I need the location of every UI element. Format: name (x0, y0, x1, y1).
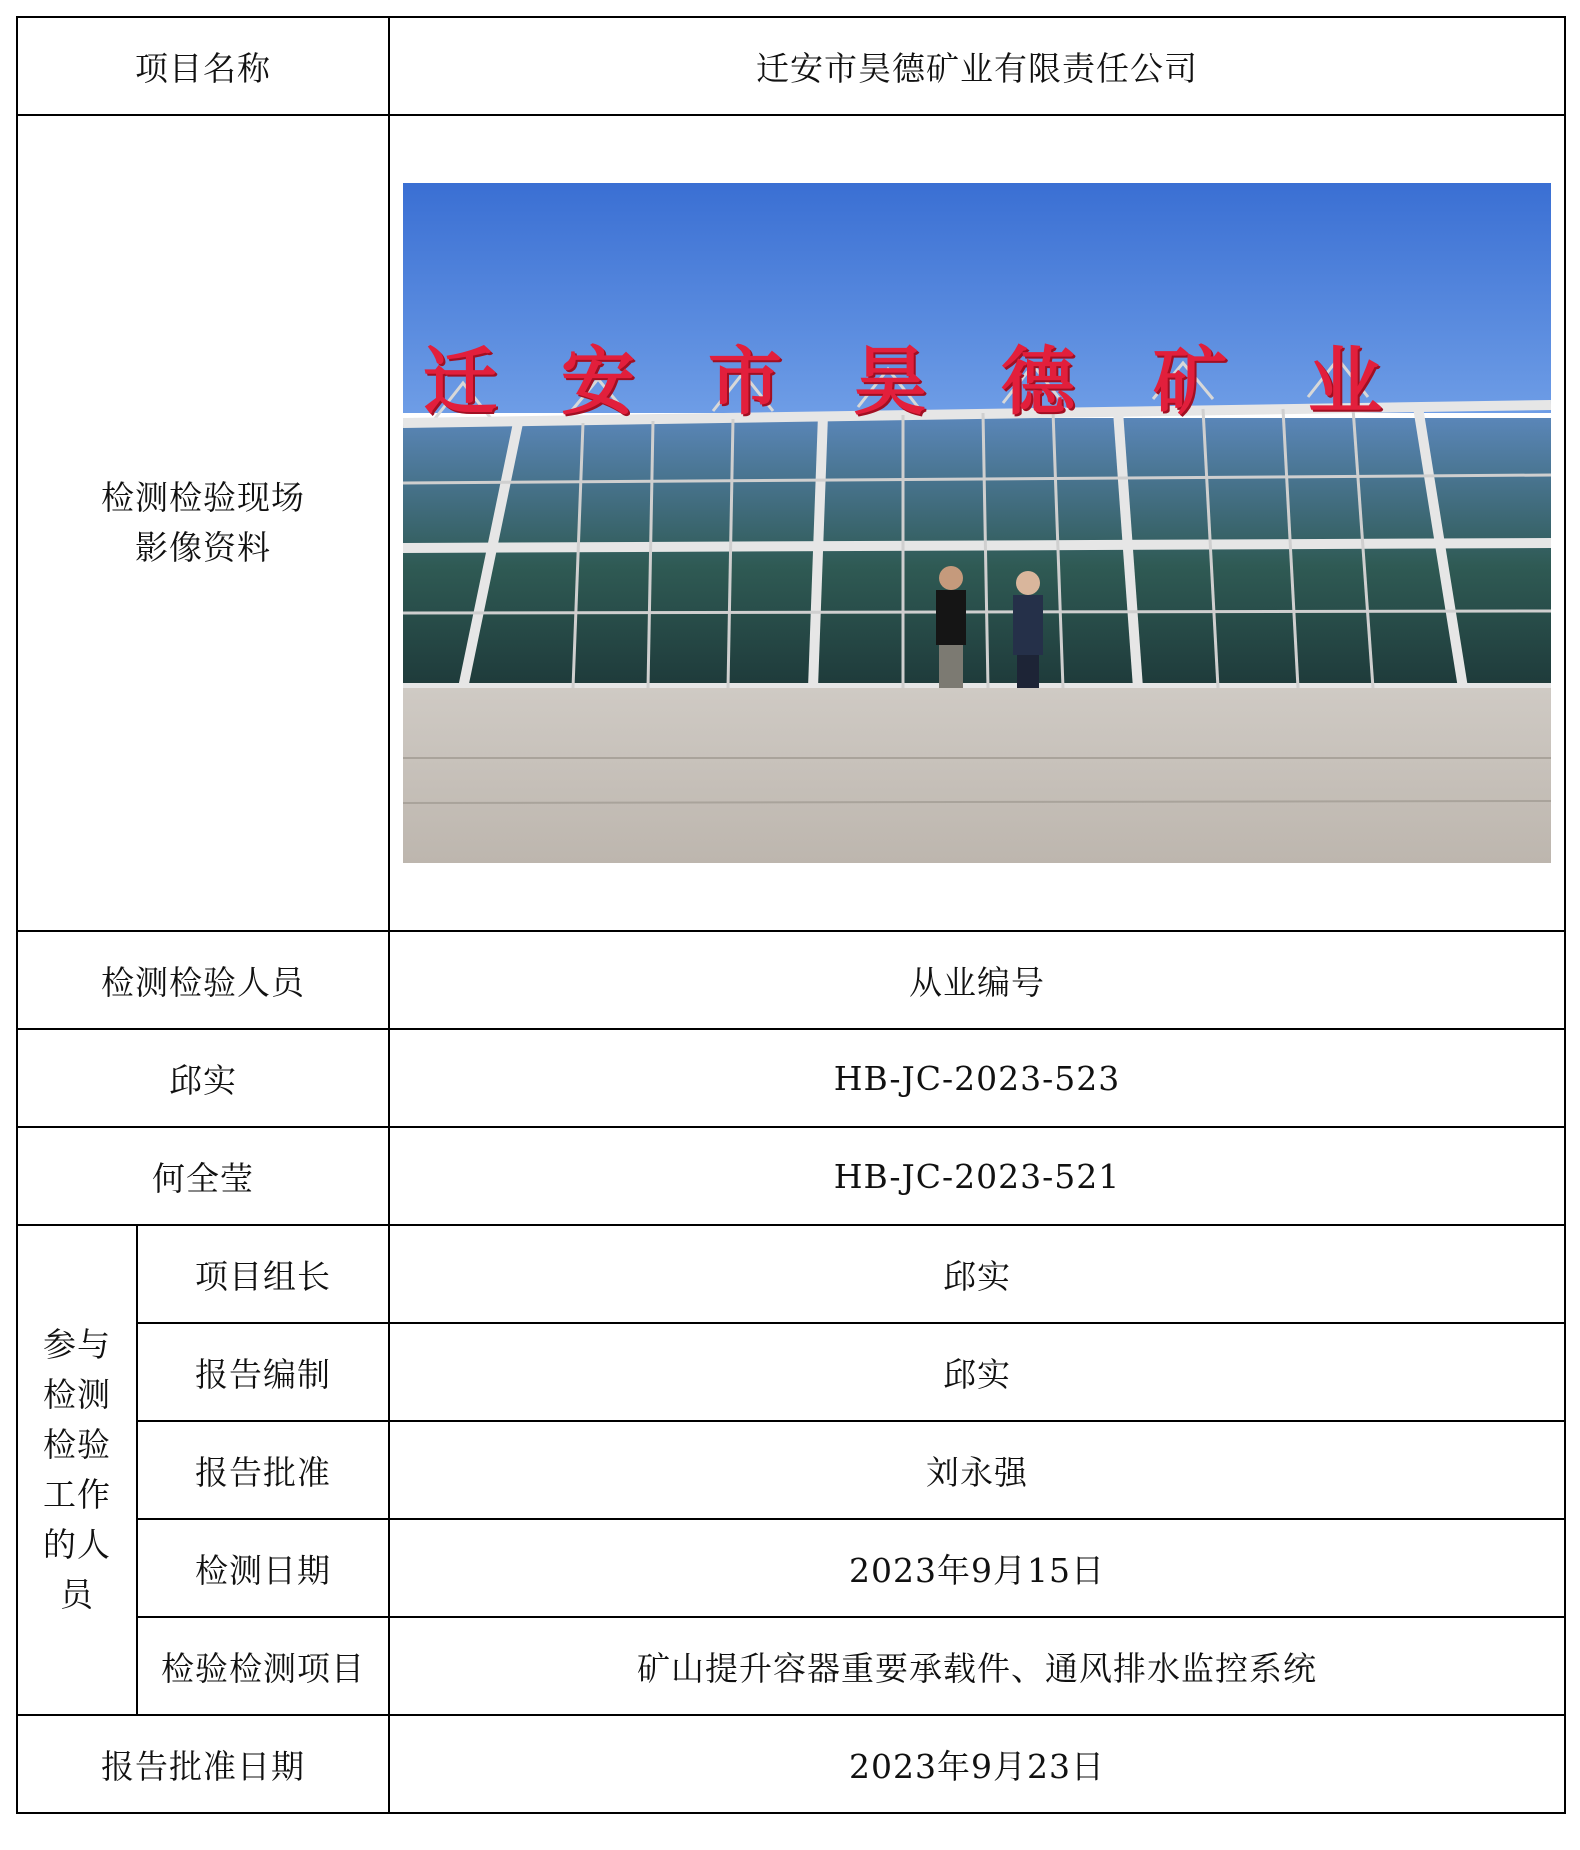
row-participant-3 (17, 1421, 1565, 1519)
participant-role: 报告编制 (137, 1323, 389, 1421)
project-name-value: 迁安市昊德矿业有限责任公司 (389, 17, 1565, 115)
sign-char-5: 德 (1001, 339, 1075, 425)
inspection-record-table (16, 16, 1566, 1814)
participants-group-label (17, 1225, 137, 1715)
site-photo-label-line2: 影像资料 (135, 528, 271, 567)
ground (403, 688, 1551, 863)
sign-char-7: 业 (1308, 339, 1382, 425)
row-inspector-2 (17, 1127, 1565, 1225)
inspector-1-cert: HB-JC-2023-523 (389, 1029, 1565, 1127)
site-photo-label (17, 115, 389, 931)
approval-date-label: 报告批准日期 (17, 1715, 389, 1813)
participant-role: 检验检测项目 (137, 1617, 389, 1715)
row-participant-4 (17, 1519, 1565, 1617)
row-participant-1 (17, 1225, 1565, 1323)
sign-char-2: 安 (561, 339, 635, 425)
site-photo (403, 183, 1551, 863)
sign-char-3: 市 (708, 339, 782, 425)
cert-number-label: 从业编号 (389, 931, 1565, 1029)
participant-name: 邱实 (389, 1225, 1565, 1323)
sign-lettering (403, 323, 1551, 423)
participant-role: 项目组长 (137, 1225, 389, 1323)
participants-group-line-1: 参与 (43, 1325, 111, 1364)
row-inspector-1 (17, 1029, 1565, 1127)
approval-date-value: 2023年9月23日 (389, 1715, 1565, 1813)
inspector-2-cert: HB-JC-2023-521 (389, 1127, 1565, 1225)
site-photo-cell (389, 115, 1565, 931)
participants-group-line-4: 工作 (43, 1475, 111, 1514)
participant-role: 报告批准 (137, 1421, 389, 1519)
row-approval-date (17, 1715, 1565, 1813)
row-participant-5 (17, 1617, 1565, 1715)
inspectors-label: 检测检验人员 (17, 931, 389, 1029)
participants-group-line-5: 的人 (43, 1525, 111, 1564)
participant-name: 矿山提升容器重要承载件、通风排水监控系统 (389, 1617, 1565, 1715)
inspector-1-name: 邱实 (17, 1029, 389, 1127)
participant-name: 2023年9月15日 (389, 1519, 1565, 1617)
inspector-2-name: 何全莹 (17, 1127, 389, 1225)
participant-name: 邱实 (389, 1323, 1565, 1421)
participant-role: 检测日期 (137, 1519, 389, 1617)
row-participant-2 (17, 1323, 1565, 1421)
participant-name: 刘永强 (389, 1421, 1565, 1519)
row-project-name (17, 17, 1565, 115)
participants-group-line-2: 检测 (43, 1375, 111, 1414)
sign-char-4: 昊 (853, 339, 927, 425)
sign-char-1: 迁 (423, 339, 497, 425)
participants-group-line-3: 检验 (43, 1425, 111, 1464)
site-photo-graphic (403, 183, 1551, 863)
participants-group-line-6: 员 (60, 1575, 94, 1614)
row-site-photo (17, 115, 1565, 931)
project-name-label: 项目名称 (17, 17, 389, 115)
site-photo-label-line1: 检测检验现场 (101, 478, 305, 517)
row-inspectors-header (17, 931, 1565, 1029)
sign-char-6: 矿 (1153, 339, 1227, 425)
